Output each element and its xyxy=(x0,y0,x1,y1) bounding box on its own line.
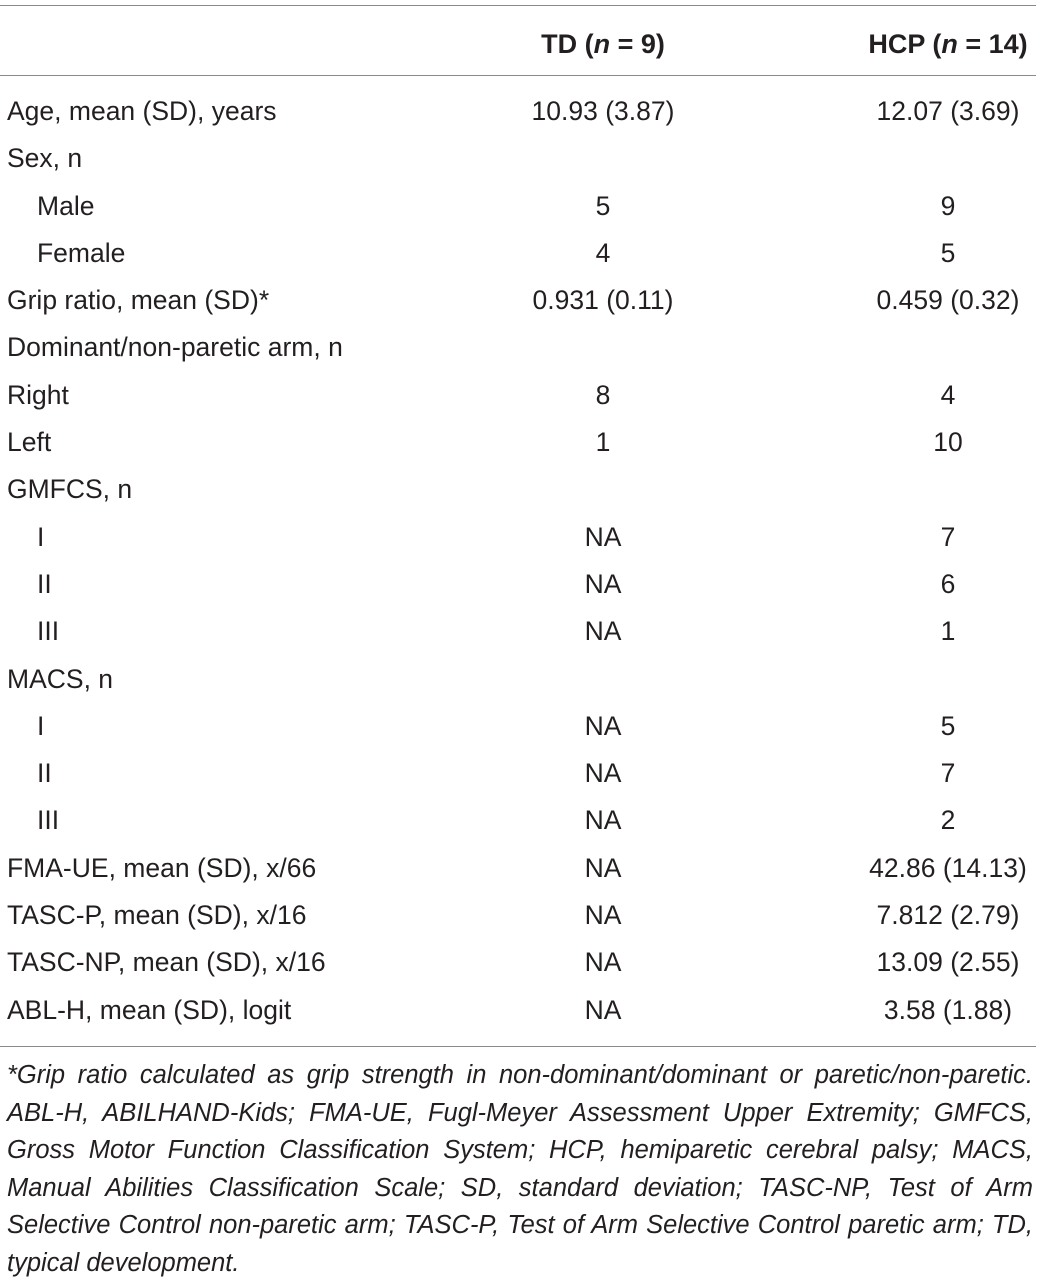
td-value: NA xyxy=(584,947,622,978)
td-value: NA xyxy=(584,852,622,883)
table-bottom-rule xyxy=(0,1046,1036,1047)
row-label: Male xyxy=(37,190,95,221)
table-row xyxy=(0,420,1036,467)
table-row xyxy=(0,562,1036,609)
row-label: Left xyxy=(7,427,52,458)
table-row xyxy=(0,184,1036,231)
td-value: NA xyxy=(584,994,622,1025)
hcp-value: 7 xyxy=(940,521,956,552)
row-label: III xyxy=(37,805,60,836)
table-row xyxy=(0,893,1036,940)
table-row xyxy=(0,988,1036,1035)
table-top-rule xyxy=(0,5,1036,6)
row-label: Dominant/non-paretic arm, n xyxy=(7,332,343,363)
row-label: TASC-NP, mean (SD), x/16 xyxy=(7,947,326,978)
table-row xyxy=(0,278,1036,325)
td-value: 8 xyxy=(595,379,611,410)
td-value: NA xyxy=(584,758,622,789)
table-row xyxy=(0,325,1036,372)
hcp-value: 3.58 (1.88) xyxy=(883,994,1013,1025)
row-label: FMA-UE, mean (SD), x/66 xyxy=(7,852,317,883)
table-row xyxy=(0,798,1036,845)
td-value: NA xyxy=(584,568,622,599)
row-label: Grip ratio, mean (SD)* xyxy=(7,285,270,316)
hcp-value: 9 xyxy=(940,190,956,221)
row-label: I xyxy=(37,521,45,552)
table-header-row xyxy=(0,22,1036,66)
row-label: III xyxy=(37,616,60,647)
table-row xyxy=(0,609,1036,656)
hcp-value: 5 xyxy=(940,237,956,268)
hcp-value: 13.09 (2.55) xyxy=(876,947,1020,978)
row-label: II xyxy=(37,568,52,599)
hcp-value: 2 xyxy=(940,805,956,836)
hcp-value: 4 xyxy=(940,379,956,410)
row-label: Right xyxy=(7,379,69,410)
hcp-value: 5 xyxy=(940,710,956,741)
td-value: NA xyxy=(584,616,622,647)
row-label: TASC-P, mean (SD), x/16 xyxy=(7,900,307,931)
hcp-value: 42.86 (14.13) xyxy=(869,852,1027,883)
table-header-rule xyxy=(0,75,1036,76)
hcp-value: 7 xyxy=(940,758,956,789)
table-row xyxy=(0,751,1036,798)
row-label: Age, mean (SD), years xyxy=(7,96,277,126)
td-value: 1 xyxy=(595,427,611,458)
hcp-value: 12.07 (3.69) xyxy=(876,96,1020,126)
table-row xyxy=(0,89,1036,136)
row-label: MACS, n xyxy=(7,663,114,694)
table-row xyxy=(0,373,1036,420)
td-value: NA xyxy=(584,805,622,836)
table-row xyxy=(0,657,1036,704)
td-value: 5 xyxy=(595,190,611,221)
table-row xyxy=(0,136,1036,183)
row-label: ABL-H, mean (SD), logit xyxy=(7,994,292,1025)
header-td: TD (n = 9) xyxy=(541,29,665,59)
td-value: NA xyxy=(584,900,622,931)
row-label: II xyxy=(37,758,52,789)
hcp-value: 7.812 (2.79) xyxy=(876,900,1020,931)
td-value: 10.93 (3.87) xyxy=(531,96,675,126)
td-value: NA xyxy=(584,710,622,741)
td-value: 0.931 (0.11) xyxy=(532,285,674,316)
hcp-value: 1 xyxy=(940,616,956,647)
table-footnote: *Grip ratio calculated as grip strength in non-dominant/dominant or paretic/non-paretic. ABL-H, ABILHAND-Kids; FMA-UE, Fugl-Meyer Assessment Upper Extremity; GMFCS, Gross Motor Function Classification System; HCP, hemiparetic cerebral palsy; MACS, Manual Abilities Classification Scale; SD, standard deviation; TASC-NP, Test of Arm Selective Control non-paretic arm; TASC-P, Test of Arm Selective Control paretic arm; TD, typical development. xyxy=(7,1061,1033,1277)
header-hcp: HCP (n = 14) xyxy=(868,29,1028,59)
row-label: Sex, n xyxy=(7,143,83,174)
hcp-value: 6 xyxy=(940,568,956,599)
hcp-value: 10 xyxy=(933,427,963,458)
td-value: NA xyxy=(584,521,622,552)
table-row xyxy=(0,231,1036,278)
row-label: GMFCS, n xyxy=(7,474,133,505)
table-body xyxy=(0,89,1036,1035)
table-row xyxy=(0,846,1036,893)
row-label: Female xyxy=(37,237,126,268)
table-row xyxy=(0,515,1036,562)
td-value: 4 xyxy=(595,237,611,268)
hcp-value: 0.459 (0.32) xyxy=(876,285,1020,316)
row-label: I xyxy=(37,710,45,741)
table-row xyxy=(0,940,1036,987)
table-row xyxy=(0,467,1036,514)
table-row xyxy=(0,704,1036,751)
